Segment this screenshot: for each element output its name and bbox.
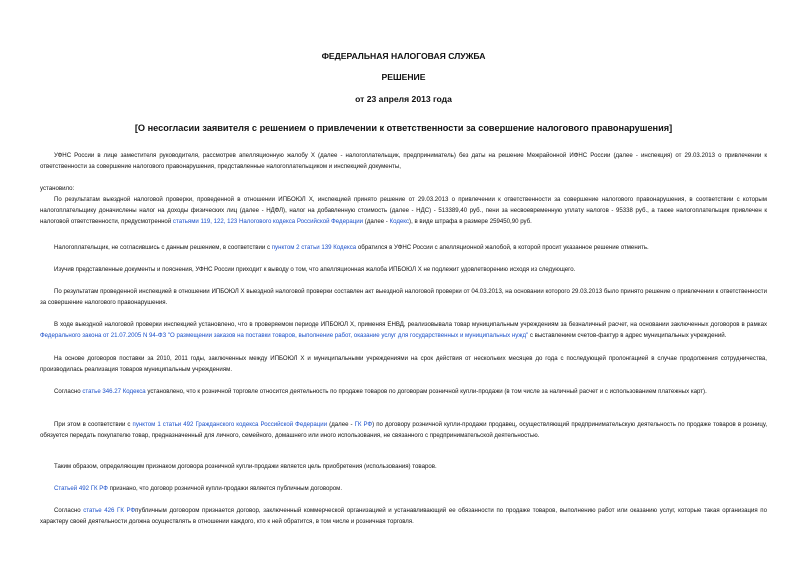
agency-title: ФЕДЕРАЛЬНАЯ НАЛОГОВАЯ СЛУЖБА (321, 51, 486, 61)
text-span: Изучив представленные документы и пояснения, УФНС России приходит к выводу о том, что апелляционная жалоба ИПБОЮЛ Х не подлежит удовлетворению исходя из следующего. (54, 266, 576, 273)
text-span: Налогоплательщик, не согласившись с данным решением, в соответствии с (54, 244, 272, 251)
text-span: Таким образом, определяющим признаком договора розничной купли-продажи является цель приобретения (использования) товаров. (54, 463, 437, 470)
paragraph-audit-act (40, 286, 767, 308)
paragraph-appeal (40, 242, 767, 253)
paragraph-public-contract (40, 483, 767, 494)
text-span: (далее - (363, 218, 390, 226)
text-span: с выставлением счетов-фактур в адрес муниципальных учреждений. (528, 332, 727, 340)
paragraph-audit-results (40, 194, 767, 228)
paragraph-findings (40, 319, 767, 341)
link-code[interactable]: Кодекс (389, 218, 410, 226)
text-span: В ходе выездной налоговой проверки инспекцией установлено, что в проверяемом периоде ИПБОЮЛ Х, применяя ЕНВД, реализовывала товар муниципальным учреждениям за безналичный расчет, на основании заключенных договоров в рамках (54, 321, 767, 328)
document-subject: [О несогласии заявителя с решением о привлечении к ответственности за совершение налогового правонарушения] (134, 123, 673, 133)
paragraph-defining-feature (40, 461, 767, 472)
document-date: от 23 апреля 2013 года (355, 94, 452, 104)
text-span: установило: (40, 185, 75, 192)
text-span: признано, что договор розничной купли-продажи является публичным договором. (107, 485, 343, 492)
paragraph-civil-code (40, 419, 767, 441)
text-span: ) по договору розничной купли-продажи продавец, осуществляющий предпринимательскую деятельность по продаже товаров в розницу, обязуется передать покупателю товар, предназначенный для личного, семейного, домашнего или иного использования, не связанного с предпринимательской деятельностью. (40, 421, 768, 440)
text-span: (далее - (327, 421, 355, 428)
text-span: обратился в УФНС России с апелляционной жалобой, в которой просит указанное решение отменить. (356, 244, 649, 251)
text-span: При этом в соответствии с (54, 421, 133, 428)
link-federal-law-94fz[interactable]: Федерального закона от 21.07.2005 N 94-ФЗ "О размещении заказов на поставки товаров, выполнение работ, оказание услуг для государственных и муниципальных нужд" (40, 332, 529, 340)
paragraph-contracts (40, 353, 767, 375)
paragraph-established (40, 183, 767, 194)
text-span: УФНС России в лице заместителя руководителя, рассмотрев апелляционную жалобу Х (далее - налогоплательщик, предприниматель) без даты на решение Межрайонной ИФНС России (далее - инспекция) от 29.03.2013 о привлечении к ответственности за совершение налогового правонарушения, представленные налогоплательщиком и инспекцией документы, (40, 152, 767, 171)
link-code-articles[interactable]: статьями 119, 122, 123 Налогового кодекса Российской Федерации (172, 218, 364, 226)
text-span: На основе договоров поставки за 2010, 2011 годы, заключенных между ИПБОЮЛ Х и муниципальными учреждениями на срок действия от нескольких месяцев до года с последующей пролонгацией в случае продолжения сотрудничества, производилась реализация товаров муниципальным учреждениям. (40, 355, 767, 374)
text-span: Согласно (54, 507, 84, 514)
text-span: По результатам выездной налоговой проверки, проведенной в отношении ИПБОЮЛ Х, инспекцией принято решение от 29.03.2013 о привлечении к ответственности за совершение налогового правонарушения, в соответствии с которым налогоплательщику доначислены налог на доходы физических лиц (далее - НДФЛ), налог на добавленную стоимость (далее - НДС) - 513389,40 руб., пени за несвоевременную уплату налогов - 95338 руб., а также налогоплательщик привлечен к налоговой ответственности, предусмотренной (40, 196, 767, 226)
link-article-426[interactable]: статье 426 ГК РФ (83, 507, 136, 514)
link-article-139[interactable]: пунктом 2 статьи 139 Кодекса (271, 244, 357, 251)
text-span: публичным договором признается договор, заключенный коммерческой организацией и устанавливающий ее обязанности по продаже товаров, выполнению работ или оказанию услуг, которые такая организация по характеру своей деятельности должна осуществлять в отношении каждого, кто к ней обратится, в том числе и розничная торговля. (40, 507, 767, 526)
link-gk-rf[interactable]: ГК РФ (354, 421, 373, 428)
paragraph-article-426 (40, 505, 767, 527)
text-span: установлено, что к розничной торговле относится деятельность по продаже товаров по договорам розничной купли-продажи (в том числе за наличный расчет и с использованием платежных карт). (145, 388, 707, 395)
link-article-346-27[interactable]: статье 346.27 Кодекса (82, 388, 146, 395)
paragraph-retail-definition (40, 386, 767, 397)
paragraph-intro (40, 150, 767, 172)
text-span: Согласно (54, 388, 83, 395)
link-article-492[interactable]: пунктом 1 статьи 492 Гражданского кодекса Российской Федерации (132, 421, 328, 428)
text-span: ), в виде штрафа в размере 259450,90 руб. (409, 218, 532, 226)
paragraph-conclusion (40, 264, 767, 275)
document-type: РЕШЕНИЕ (381, 72, 426, 82)
text-span: По результатам проведенной инспекцией в отношении ИПБОЮЛ Х выездной налоговой проверки составлен акт выездной налоговой проверки от 04.03.2013, на основании которого 29.03.2013 было принято решение о привлечении к ответственности за совершение налогового правонарушения. (40, 288, 767, 307)
link-article-492-gk[interactable]: Статьей 492 ГК РФ (54, 485, 108, 492)
